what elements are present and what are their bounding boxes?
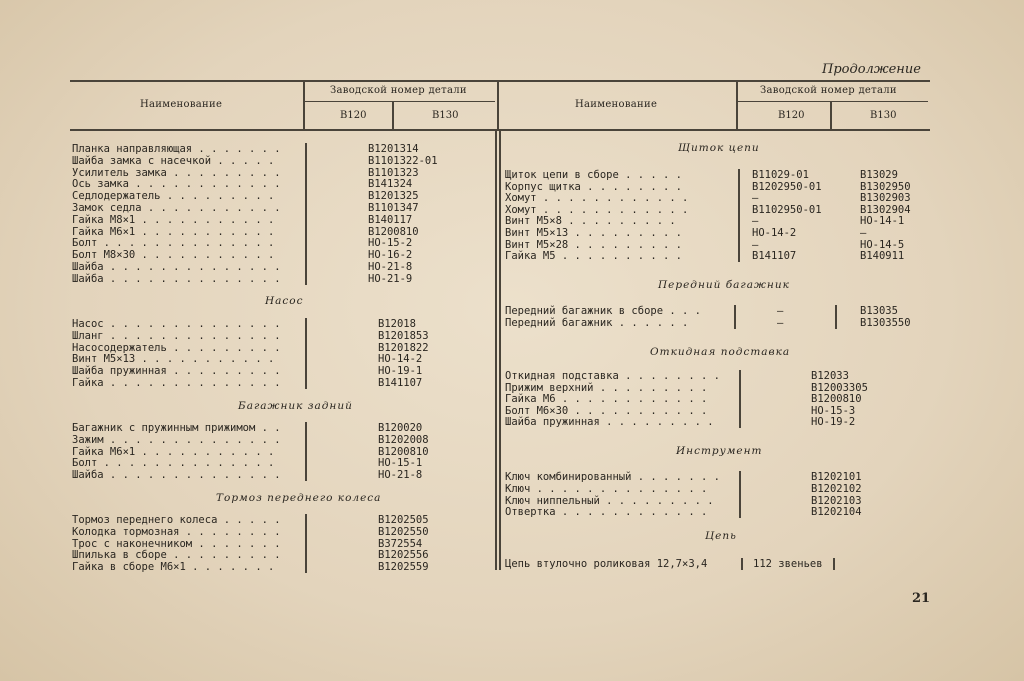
part-name: Замок седла . . . . . . . . . . . (72, 202, 281, 214)
part-name: Гайка М6×1 . . . . . . . . . . . (72, 445, 275, 458)
table-row (505, 204, 925, 216)
part-name: Шайба . . . . . . . . . . . . . . (72, 469, 281, 482)
column-tick (738, 181, 740, 193)
part-number: В1202556 (378, 549, 429, 562)
part-name: Прижим верхний . . . . . . . . . (505, 381, 708, 394)
table-row (72, 353, 492, 365)
table-row (72, 549, 492, 561)
part-name: Ключ ниппельный . . . . . . . . . (505, 494, 714, 507)
part-number-b130: В140911 (860, 250, 905, 263)
column-tick (305, 226, 307, 238)
part-name: Шайба . . . . . . . . . . . . . . (72, 272, 281, 285)
column-tick (305, 469, 307, 481)
right-number-subrule (738, 101, 928, 102)
chain-tick-a (741, 558, 743, 570)
part-number-b120: В141107 (752, 250, 797, 263)
column-tick (305, 342, 307, 354)
table-row (505, 215, 925, 227)
part-number-b120: — (777, 316, 784, 329)
part-number: В120020 (378, 422, 423, 434)
table-row (505, 317, 925, 329)
part-number: В1201314 (368, 143, 419, 155)
table-row (72, 178, 492, 190)
table-row (72, 273, 492, 285)
table-row (505, 405, 925, 417)
column-tick (305, 561, 307, 573)
part-name: Отвертка . . . . . . . . . . . . (505, 506, 708, 519)
part-name: Усилитель замка . . . . . . . . . (72, 166, 281, 179)
table-row (72, 365, 492, 377)
left-b120-header: В120 (340, 110, 367, 121)
column-tick (739, 506, 741, 518)
table-row (72, 237, 492, 249)
part-name: Винт М5×8 . . . . . . . . . (505, 215, 676, 228)
part-number-b130: НО-14-1 (860, 215, 905, 228)
part-number: В1201853 (378, 329, 429, 342)
part-number: НО-16-2 (368, 249, 413, 262)
part-number: НО-14-2 (378, 353, 423, 366)
section-title-kickstand: Откидная подставка (650, 346, 791, 358)
column-tick (305, 514, 307, 526)
part-number: В1101323 (368, 166, 419, 179)
column-tick (739, 393, 741, 405)
part-name: Винт М5×13 . . . . . . . . . (505, 227, 683, 239)
part-name: Шайба . . . . . . . . . . . . . . (72, 261, 281, 273)
part-name: Ось замка . . . . . . . . . . . . (72, 178, 281, 191)
right-number-header: Заводской номер детали (760, 85, 897, 96)
part-name: Щиток цепи в сборе . . . . . (505, 169, 683, 181)
part-number: В1101347 (368, 202, 419, 214)
column-tick (305, 365, 307, 377)
column-tick (738, 227, 740, 239)
table-row (72, 457, 492, 469)
right-subheader-divider (830, 102, 832, 129)
table-row (72, 155, 492, 167)
column-tick (739, 382, 741, 394)
table-row (72, 143, 492, 155)
part-number: В12033 (811, 370, 849, 382)
part-number: В1202559 (378, 561, 429, 574)
part-number: В1201325 (368, 190, 419, 203)
part-name: Гайка М6×1 . . . . . . . . . . . (72, 225, 275, 238)
part-name: Передний багажник . . . . . . (505, 316, 689, 329)
part-number: НО-19-1 (378, 365, 423, 378)
table-row (505, 416, 925, 428)
part-number-b120: В1102950-01 (752, 203, 822, 216)
column-tick (305, 538, 307, 550)
center-body-divider-a (495, 130, 497, 570)
column-tick (305, 202, 307, 214)
left-header-divider (303, 81, 305, 129)
section-title-front-rack: Передний багажник (658, 279, 790, 291)
part-name: Седлодержатель . . . . . . . . . (72, 190, 275, 203)
part-name: Гайка М8×1 . . . . . . . . . . . (72, 213, 275, 226)
part-name: Откидная подставка . . . . . . . . (505, 370, 720, 382)
part-name: Гайка М6 . . . . . . . . . . . . (505, 393, 708, 406)
part-number: В1200810 (811, 393, 862, 406)
column-tick (305, 434, 307, 446)
left-number-subrule (305, 101, 495, 102)
part-number-b120: — (777, 305, 784, 317)
table-row (72, 561, 492, 573)
part-number: В1200810 (378, 445, 429, 458)
left-name-header: Наименование (140, 99, 223, 110)
part-number-b120: — (752, 192, 759, 205)
part-name: Ключ . . . . . . . . . . . . . . (505, 482, 708, 495)
part-number: В12003305 (811, 381, 868, 394)
section-title-tools: Инструмент (676, 445, 763, 457)
table-row (72, 342, 492, 354)
column-tick (305, 178, 307, 190)
table-row (72, 261, 492, 273)
table-row (72, 249, 492, 261)
table-row (72, 469, 492, 481)
part-name: Ключ комбинированный . . . . . . . (505, 471, 720, 483)
part-number: В1202102 (811, 482, 862, 495)
column-tick (739, 405, 741, 417)
part-number: НО-21-8 (368, 261, 413, 273)
left-b130-header: В130 (432, 110, 459, 121)
part-name: Болт М8×30 . . . . . . . . . . . (72, 249, 275, 262)
table-row (505, 305, 925, 317)
column-tick (305, 249, 307, 261)
table-row (505, 227, 925, 239)
section-title-pump: Насос (265, 295, 304, 307)
part-number: В1202008 (378, 433, 429, 446)
table-row (505, 169, 925, 181)
part-number-b130: НО-14-5 (860, 238, 905, 251)
part-number-b130: В13035 (860, 305, 898, 317)
part-number-b130: — (860, 227, 867, 239)
part-name: Болт . . . . . . . . . . . . . . (72, 457, 275, 470)
column-tick (738, 192, 740, 204)
table-top-rule (70, 80, 930, 82)
column-tick (738, 204, 740, 216)
table-row (72, 526, 492, 538)
table-row (72, 434, 492, 446)
column-tick (305, 330, 307, 342)
part-name: Болт . . . . . . . . . . . . . . (72, 237, 275, 250)
column-tick (734, 317, 736, 329)
part-number: В141107 (378, 377, 423, 389)
part-name: Шайба пружинная . . . . . . . . . (72, 365, 281, 378)
part-name: Трос с наконечником . . . . . . . (72, 537, 281, 550)
part-number-b130: В1302904 (860, 203, 911, 216)
table-row (505, 471, 925, 483)
part-number: НО-19-2 (811, 416, 856, 429)
part-number: В12018 (378, 318, 416, 330)
part-number: В1202101 (811, 471, 862, 483)
table-row (505, 192, 925, 204)
column-tick (739, 471, 741, 483)
continuation-label: Продолжение (822, 62, 921, 77)
part-name: Тормоз переднего колеса . . . . . (72, 514, 281, 526)
table-row (505, 370, 925, 382)
part-name: Шайба пружинная . . . . . . . . . (505, 416, 714, 429)
column-tick (305, 353, 307, 365)
column-tick (738, 239, 740, 251)
part-name: Хомут . . . . . . . . . . . . (505, 203, 689, 216)
part-name: Багажник с пружинным прижимом . . (72, 422, 281, 434)
column-tick (305, 214, 307, 226)
part-number-b130: В1303550 (860, 316, 911, 329)
table-row (505, 506, 925, 518)
part-number: НО-15-2 (368, 237, 413, 250)
column-tick (305, 190, 307, 202)
table-row (72, 190, 492, 202)
column-tick (305, 422, 307, 434)
column-tick (835, 317, 837, 329)
right-b120-header: В120 (778, 110, 805, 121)
table-row (72, 226, 492, 238)
part-number: В1101322-01 (368, 154, 438, 167)
center-header-divider (497, 81, 499, 129)
part-number-b120: — (752, 238, 759, 251)
part-number: В1201822 (378, 341, 429, 354)
column-tick (738, 250, 740, 262)
part-number-b120: НО-14-2 (752, 227, 797, 239)
part-number: В1202505 (378, 514, 429, 526)
part-number-b130: В1302950 (860, 180, 911, 193)
table-row (505, 250, 925, 262)
column-tick (739, 416, 741, 428)
part-name: Гайка . . . . . . . . . . . . . . (72, 377, 281, 389)
part-name: Зажим . . . . . . . . . . . . . . (72, 433, 281, 446)
table-row (505, 393, 925, 405)
left-number-header: Заводской номер детали (330, 85, 467, 96)
column-tick (739, 483, 741, 495)
table-row (72, 318, 492, 330)
table-row (72, 330, 492, 342)
column-tick (305, 273, 307, 285)
table-row (505, 495, 925, 507)
column-tick (305, 526, 307, 538)
section-title-chain-guard: Щиток цепи (678, 142, 760, 154)
part-number: В141324 (368, 178, 413, 191)
part-number: В1202103 (811, 494, 862, 507)
column-tick (305, 155, 307, 167)
part-number: В1202550 (378, 525, 429, 538)
section-title-rear-rack: Багажник задний (238, 400, 353, 412)
chain-name: Цепь втулочно роликовая 12,7×3,4 (505, 558, 708, 570)
part-name: Корпус щитка . . . . . . . . (505, 180, 683, 193)
table-row (72, 422, 492, 434)
table-row (505, 382, 925, 394)
part-name: Шпилька в сборе . . . . . . . . . (72, 549, 281, 562)
part-name: Хомут . . . . . . . . . . . . (505, 192, 689, 205)
column-tick (305, 143, 307, 155)
part-name: Шланг . . . . . . . . . . . . . . (72, 329, 281, 342)
table-row (72, 514, 492, 526)
part-number: НО-15-1 (378, 457, 423, 470)
part-number: В1202104 (811, 506, 862, 519)
part-number: В140117 (368, 213, 413, 226)
part-number-b120: В1202950-01 (752, 180, 822, 193)
column-tick (835, 305, 837, 317)
part-name: Передний багажник в сборе . . . (505, 305, 701, 317)
part-name: Насосодержатель . . . . . . . . . (72, 341, 281, 354)
part-name: Гайка в сборе М6×1 . . . . . . . (72, 561, 275, 574)
part-number-b130: В1302903 (860, 192, 911, 205)
part-number-b130: В13029 (860, 169, 898, 181)
part-name: Винт М5×28 . . . . . . . . . (505, 238, 683, 251)
page-number: 21 (912, 591, 931, 606)
right-name-header: Наименование (575, 99, 658, 110)
table-row (72, 214, 492, 226)
chain-tick-b (833, 558, 835, 570)
part-name: Колодка тормозная . . . . . . . . (72, 525, 281, 538)
column-tick (738, 215, 740, 227)
column-tick (738, 169, 740, 181)
part-name: Шайба замка с насечкой . . . . . (72, 154, 275, 167)
table-row (72, 538, 492, 550)
part-number: В1200810 (368, 225, 419, 238)
column-tick (305, 237, 307, 249)
column-tick (739, 370, 741, 382)
right-header-divider (736, 81, 738, 129)
table-row (72, 377, 492, 389)
column-tick (305, 549, 307, 561)
part-name: Болт М6×30 . . . . . . . . . . . (505, 404, 708, 417)
part-name: Гайка М5 . . . . . . . . . . (505, 250, 683, 263)
left-subheader-divider (392, 102, 394, 129)
column-tick (305, 377, 307, 389)
chain-row (505, 558, 835, 570)
right-b130-header: В130 (870, 110, 897, 121)
table-row (72, 446, 492, 458)
part-number: НО-21-9 (368, 272, 413, 285)
part-number-b120: В11029-01 (752, 169, 809, 181)
column-tick (739, 495, 741, 507)
column-tick (305, 167, 307, 179)
part-name: Винт М5×13 . . . . . . . . . . . (72, 353, 275, 366)
part-name: Планка направляющая . . . . . . . (72, 143, 281, 155)
center-body-divider-b (499, 130, 501, 570)
part-number: НО-15-3 (811, 404, 856, 417)
table-row (505, 181, 925, 193)
column-tick (305, 318, 307, 330)
column-tick (305, 446, 307, 458)
chain-value: 112 звеньев (753, 558, 823, 570)
column-tick (305, 457, 307, 469)
part-number-b120: — (752, 215, 759, 228)
table-row (505, 483, 925, 495)
column-tick (305, 261, 307, 273)
part-number: В372554 (378, 537, 423, 550)
column-tick (734, 305, 736, 317)
section-title-front-brake: Тормоз переднего колеса (216, 492, 382, 504)
section-title-chain: Цепь (705, 530, 737, 542)
part-number: НО-21-8 (378, 469, 423, 482)
table-row (72, 202, 492, 214)
table-row (505, 239, 925, 251)
part-name: Насос . . . . . . . . . . . . . . (72, 318, 281, 330)
table-row (72, 167, 492, 179)
